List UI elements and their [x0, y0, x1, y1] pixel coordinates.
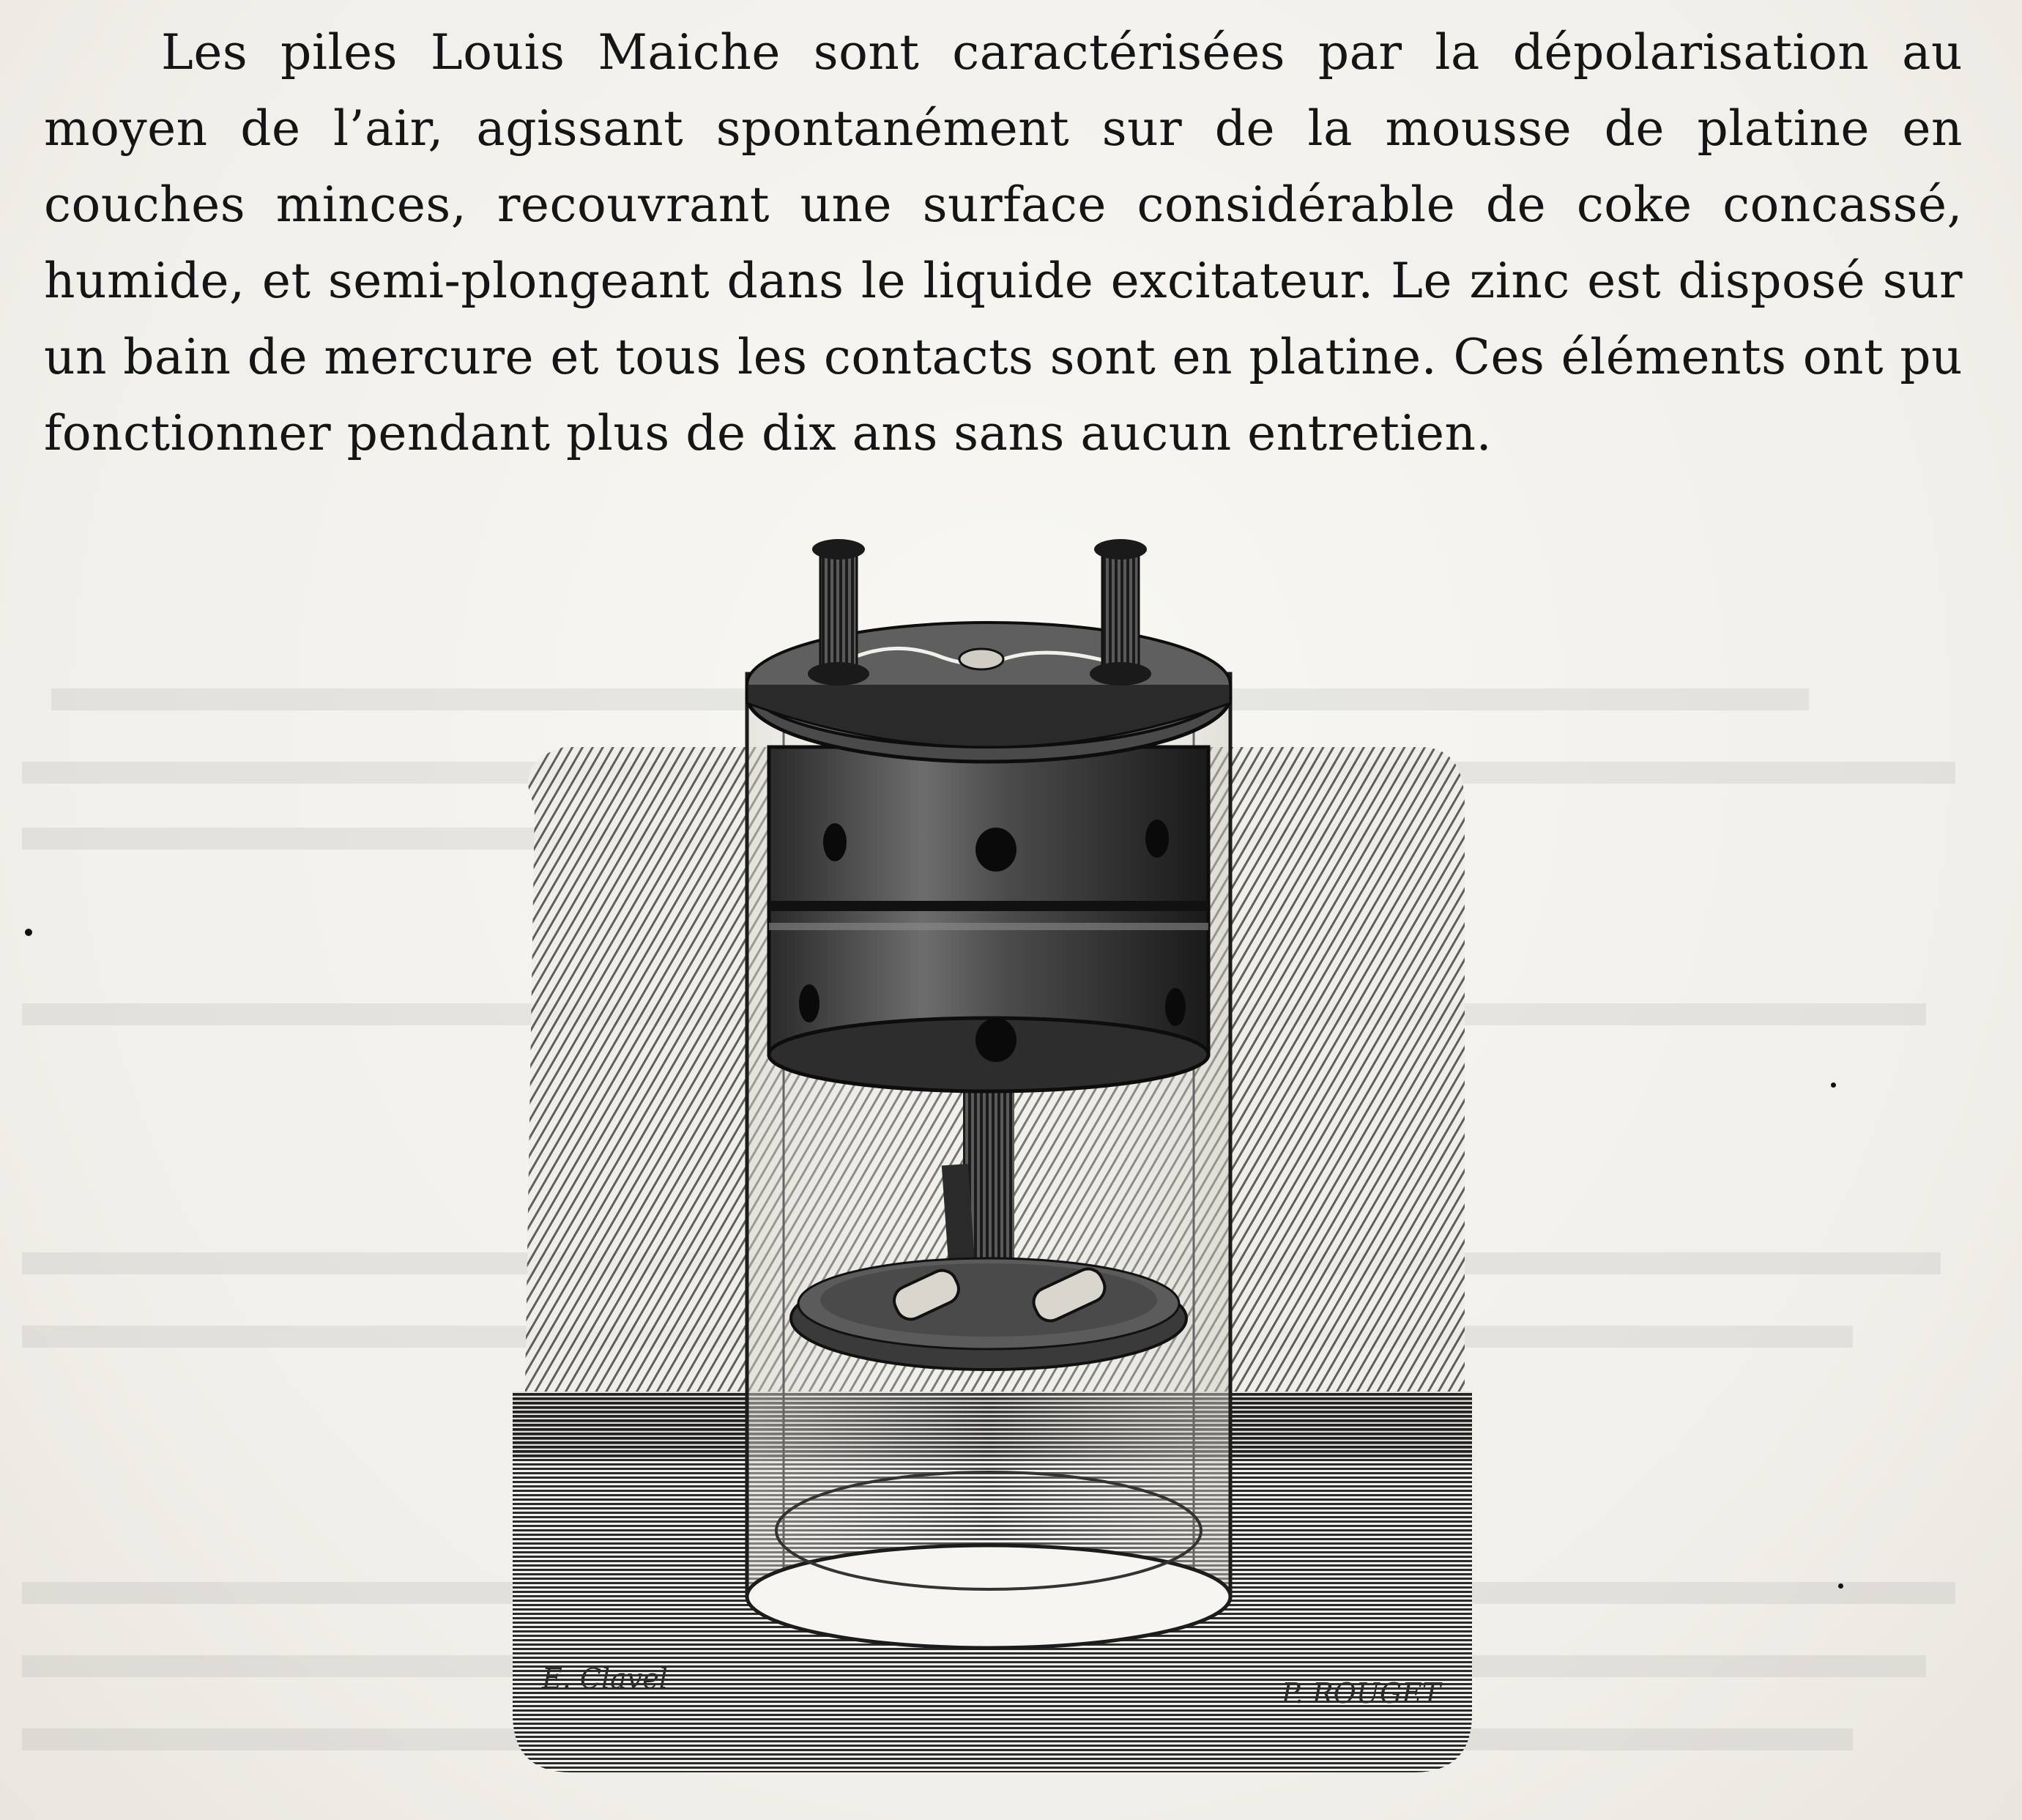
ink-speck — [1831, 1082, 1836, 1088]
body-paragraph: Les piles Louis Maiche sont caractérisées par la dépolarisation au moyen de l’air, agissant spontanément sur de la mousse de platine en couches minces, recouvrant une surface considérable de coke concassé, humide, et semi-plongeant dans le liquide excitateur. Le zinc est disposé sur un bain de mercure et tous les contacts sont en platine. Ces éléments ont pu fonctionner pendant plus de dix ans sans aucun entretien. — [44, 24, 1963, 461]
engraver-signature-left: E. Clavel — [542, 1663, 668, 1695]
battery-cell-engraving — [505, 527, 1479, 1787]
ink-speck — [1838, 1583, 1843, 1589]
ink-speck — [25, 929, 32, 936]
engraver-signature-right: P. ROUGET — [1282, 1677, 1441, 1709]
